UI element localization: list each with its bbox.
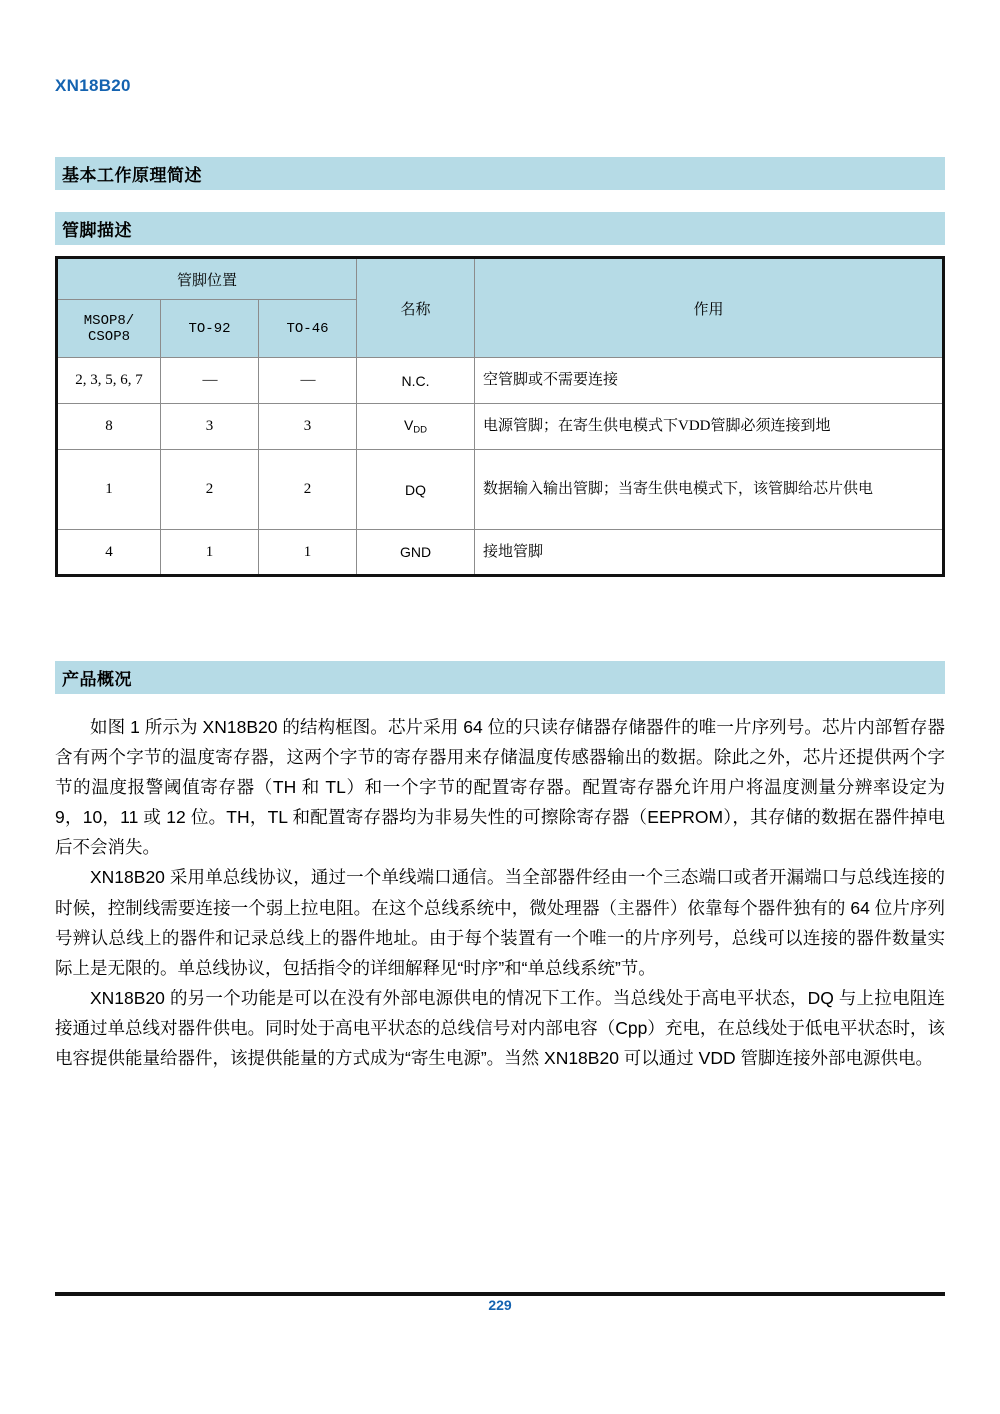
header-csop8-line2: CSOP8	[87, 328, 130, 345]
page-number: 229	[488, 1297, 512, 1313]
table-row	[57, 358, 944, 404]
cell-pin-name: N.C.	[357, 358, 475, 404]
cell-pin-name: GND	[357, 530, 475, 576]
cell-to92-pin: 2	[161, 450, 259, 530]
header-pin-position: 管脚位置	[57, 258, 357, 300]
paragraph: 如图 1 所示为 XN18B20 的结构框图。芯片采用 64 位的只读存储器存储器件的唯一片序列号。芯片内部暂存器含有两个字节的温度寄存器，这两个字节的寄存器用来存储温度传感器输出的数据。除此之外，芯片还提供两个字节的温度报警阈值寄存器（TH 和 TL）和一个字节的配置寄存器。配置寄存器允许用户将温度测量分辨率设定为 9，10，11 或 12 位。TH，TL 和配置寄存器均为非易失性的可擦除寄存器（EEPROM），其存储的数据在器件掉电后不会消失。	[55, 717, 945, 858]
section-header-product-overview	[55, 661, 945, 694]
running-head: XN18B20	[55, 76, 131, 95]
cell-pin-function: 空管脚或不需要连接	[475, 358, 944, 404]
footer-divider-thin	[110, 1294, 945, 1296]
table-body	[57, 358, 944, 576]
pin-name-base: V	[403, 417, 414, 434]
cell-msop-pins: 2, 3, 5, 6, 7	[57, 358, 161, 404]
table-header-row-group	[57, 258, 944, 300]
pin-name-subscript: DD	[413, 424, 428, 436]
cell-to92-pin: 1	[161, 530, 259, 576]
cell-pin-function: 接地管脚	[475, 530, 944, 576]
header-to92: TO-92	[161, 300, 259, 358]
table-row	[57, 450, 944, 530]
section-header-label: 基本工作原理简述	[62, 166, 202, 185]
section-header-label: 产品概况	[62, 670, 132, 689]
cell-msop-pins: 8	[57, 404, 161, 450]
paragraph: XN18B20 采用单总线协议，通过一个单线端口通信。当全部器件经由一个三态端口或者开漏端口与总线连接的时候，控制线需要连接一个弱上拉电阻。在这个总线系统中，微处理器（主器件）依靠每个器件独有的 64 位片序列号辨认总线上的器件和记录总线上的器件地址。由于每个装置有一个唯一的片序列号，总线可以连接的器件数量实际上是无限的。单总线协议，包括指令的详细解释见“时序”和“单总线系统”节。	[55, 867, 945, 978]
table-header	[57, 258, 944, 358]
cell-pin-function: 数据输入输出管脚；当寄生供电模式下，该管脚给芯片供电	[475, 450, 944, 530]
section-header-label: 管脚描述	[62, 221, 132, 240]
cell-pin-function: 电源管脚；在寄生供电模式下VDD管脚必须连接到地	[475, 404, 944, 450]
cell-to46-pin: 1	[259, 530, 357, 576]
paragraph: XN18B20 的另一个功能是可以在没有外部电源供电的情况下工作。当总线处于高电平状态，DQ 与上拉电阻连接通过单总线对器件供电。同时处于高电平状态的总线信号对内部电容（Cpp）充电，在总线处于低电平状态时，该电容提供能量给器件，该提供能量的方式成为“寄生电源”。当然 XN18B20 可以通过 VDD 管脚连接外部电源供电。	[55, 987, 945, 1069]
table-row	[57, 404, 944, 450]
cell-msop-pins: 4	[57, 530, 161, 576]
section-header-basic-principle	[55, 157, 945, 190]
header-msop8-line1: MSOP8/	[83, 312, 135, 329]
pin-description-table	[55, 256, 945, 577]
cell-msop-pins: 1	[57, 450, 161, 530]
section-header-pin-description	[55, 212, 945, 245]
product-overview-body	[55, 712, 945, 1073]
cell-pin-name: DQ	[357, 450, 475, 530]
cell-to46-pin: 2	[259, 450, 357, 530]
header-function: 作用	[475, 258, 944, 358]
cell-to46-pin: —	[259, 358, 357, 404]
cell-to92-pin: 3	[161, 404, 259, 450]
cell-to46-pin: 3	[259, 404, 357, 450]
cell-to92-pin: —	[161, 358, 259, 404]
header-msop8-csop8	[57, 300, 161, 358]
table-row	[57, 530, 944, 576]
header-to46: TO-46	[259, 300, 357, 358]
cell-pin-name	[357, 404, 475, 450]
header-name: 名称	[357, 258, 475, 358]
